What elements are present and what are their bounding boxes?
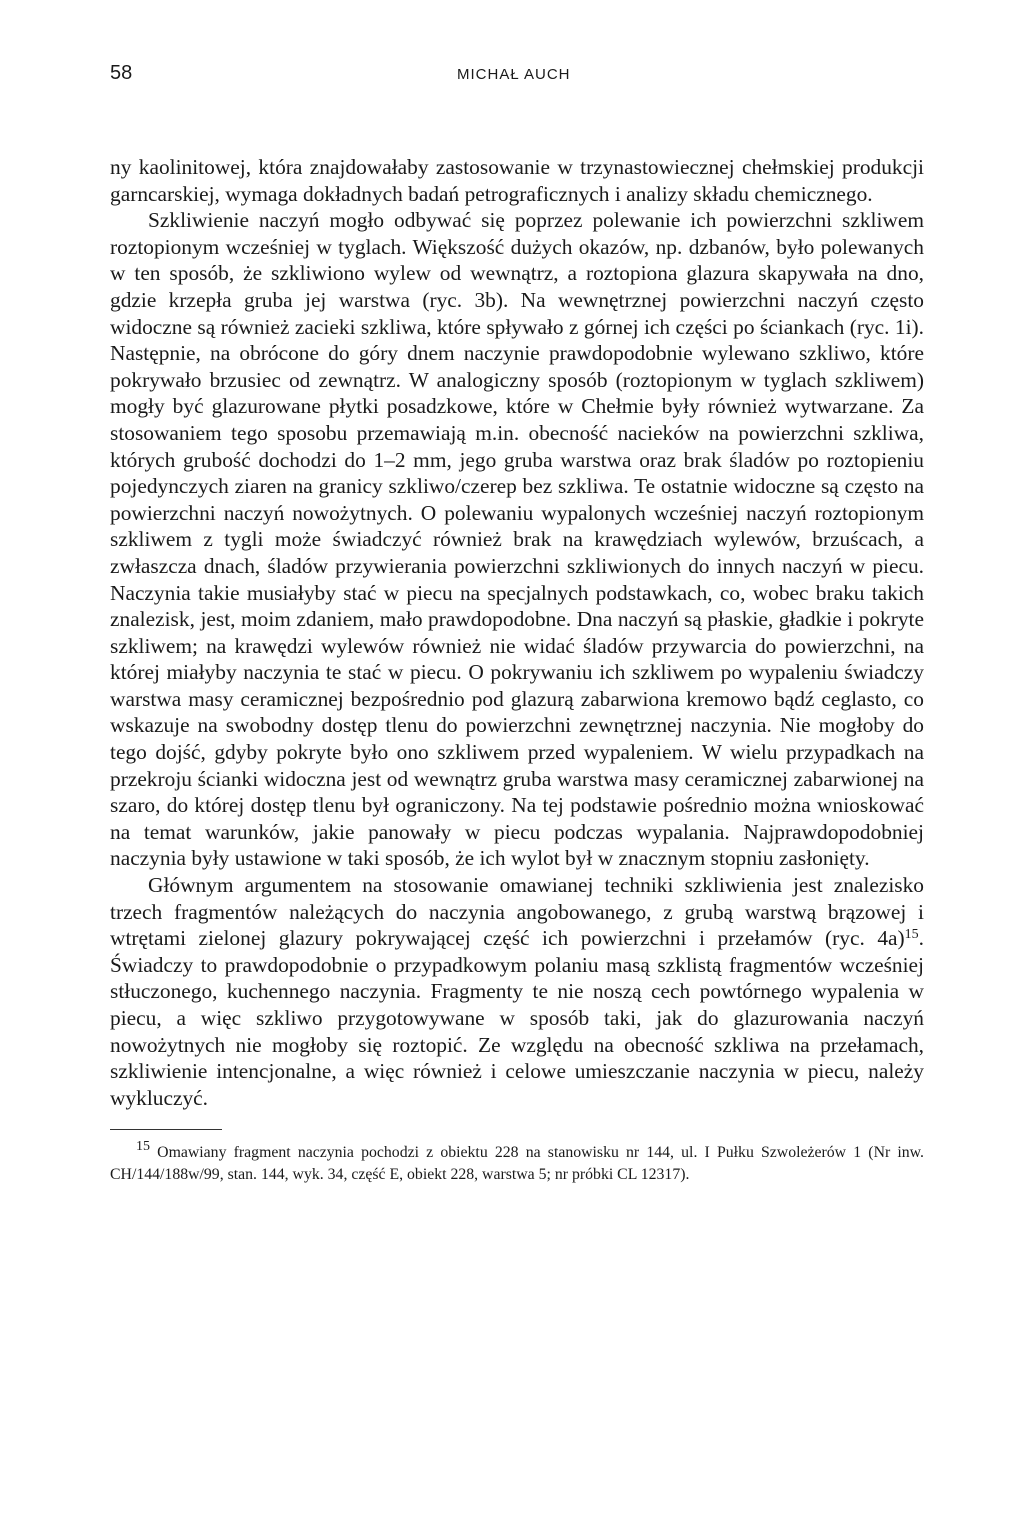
paragraph-glazing-method xyxy=(110,207,924,872)
paragraph-main-argument xyxy=(110,872,924,1111)
paragraph-text: . Świadczy to prawdopodobnie o przypadkowym polaniu masą szklistą fragmentów wcześniej stłuczonego, kuchennego naczynia. Fragmenty te nie noszą cech powtórnego wypalenia w piecu, a więc szkliwo przygotowywane w sposób taki, jak do glazurowania naczyń nowożytnych nie mogłoby się roztopić. Ze względu na obecność szkliwa na przełamach, szkliwienie intencjonalne, a więc również i celowe umieszczanie naczynia w piecu, należy wykluczyć. xyxy=(110,926,924,1110)
document-page xyxy=(110,62,924,1186)
footnote-reference[interactable]: 15 xyxy=(904,927,919,943)
footnote xyxy=(110,1139,925,1186)
footnote-divider xyxy=(110,1129,222,1130)
footnote-number: 15 xyxy=(136,1139,150,1155)
body-text xyxy=(110,154,924,1111)
paragraph-continuation xyxy=(110,154,924,207)
paragraph-text: ny kaolinitowej, która znajdowałaby zastosowanie w trzynastowiecznej chełmskiej produkcji garncarskiej, wymaga dokładnych badań petrograficznych i analizy składu chemicznego. xyxy=(110,155,924,206)
footnote-text: Omawiany fragment naczynia pochodzi z obiektu 228 na stanowisku nr 144, ul. I Pułku Szwoleżerów 1 (Nr inw. CH/144/188w/99, stan. 144, wyk. 34, część E, obiekt 228, warstwa 5; nr próbki CL 12317). xyxy=(110,1144,925,1184)
paragraph-text: Szkliwienie naczyń mogło odbywać się poprzez polewanie ich powierzchni szkliwem roztopionym wcześniej w tyglach. Większość dużych okazów, np. dzbanów, było polewanych w ten sposób, że szkliwiono wylew od wewnątrz, a roztopiona glazura skapywała na dno, gdzie krzepła gruba jej warstwa (ryc. 3b). Na wewnętrznej powierzchni naczyń często widoczne są również zacieki szkliwa, które spływało z górnej ich części po ściankach (ryc. 1i). Następnie, na obrócone do góry dnem naczynie prawdopodobnie wylewano szkliwo, które pokrywało brzusiec od zewnątrz. W analogiczny sposób (roztopionym w tyglach szkliwem) mogły być glazurowane płytki posadzkowe, które w Chełmie były również wytwarzane. Za stosowaniem tego sposobu przemawiają m.in. obecność nacieków na powierzchni szkliwa, których grubość dochodzi do 1–2 mm, jego gruba warstwa oraz brak śladów po roztopieniu pojedynczych ziaren na granicy szkliwo/czerep bez szkliwa. Te ostatnie widoczne są często na powierzchni naczyń nowożytnych. O polewaniu wypalonych wcześniej naczyń roztopionym szkliwem z tygli może świadczyć również brak na krawędziach wylewów, brzuścach, a zwłaszcza dnach, śladów przywierania powierzchni szkliwionych do innych naczyń w piecu. Naczynia takie musiałyby stać w piecu na specjalnych podstawkach, co, wobec braku takich znalezisk, jest, moim zdaniem, mało prawdopodobne. Dna naczyń są płaskie, gładkie i pokryte szkliwem; na krawędzi wylewów również nie widać śladów przywarcia do powierzchni, na której miałyby naczynia te stać w piecu. O pokrywaniu ich szkliwem po wypaleniu świadczy warstwa masy ceramicznej bezpośrednio pod glazurą zabarwiona kremowo bądź ceglasto, co wskazuje na swobodny dostęp tlenu do powierzchni zewnętrznej naczynia. Nie mogłoby do tego dojść, gdyby pokryte było ono szkliwem przed wypaleniem. W wielu przypadkach na przekroju ścianki widoczna jest od wewnątrz gruba warstwa masy ceramicznej zabarwionej na szaro, do której dostęp tlenu był ograniczony. Na tej podstawie pośrednio można wnioskować na temat warunków, jakie panowały w piecu podczas wypalania. Najprawdopodobniej naczynia były ustawione w taki sposób, że ich wylot był w znacznym stopniu zasłonięty. xyxy=(110,208,924,871)
header-author: MICHAŁ AUCH xyxy=(457,66,571,83)
paragraph-text: Głównym argumentem na stosowanie omawianej techniki szkliwienia jest znalezisko trzech fragmentów należących do naczynia angobowanego, z grubą warstwą brązowej i wtrętami zielonej glazury pokrywającej część ich powierzchni i przełamów (ryc. 4a) xyxy=(110,873,924,951)
running-head xyxy=(110,62,924,102)
page-number: 58 xyxy=(110,62,133,84)
